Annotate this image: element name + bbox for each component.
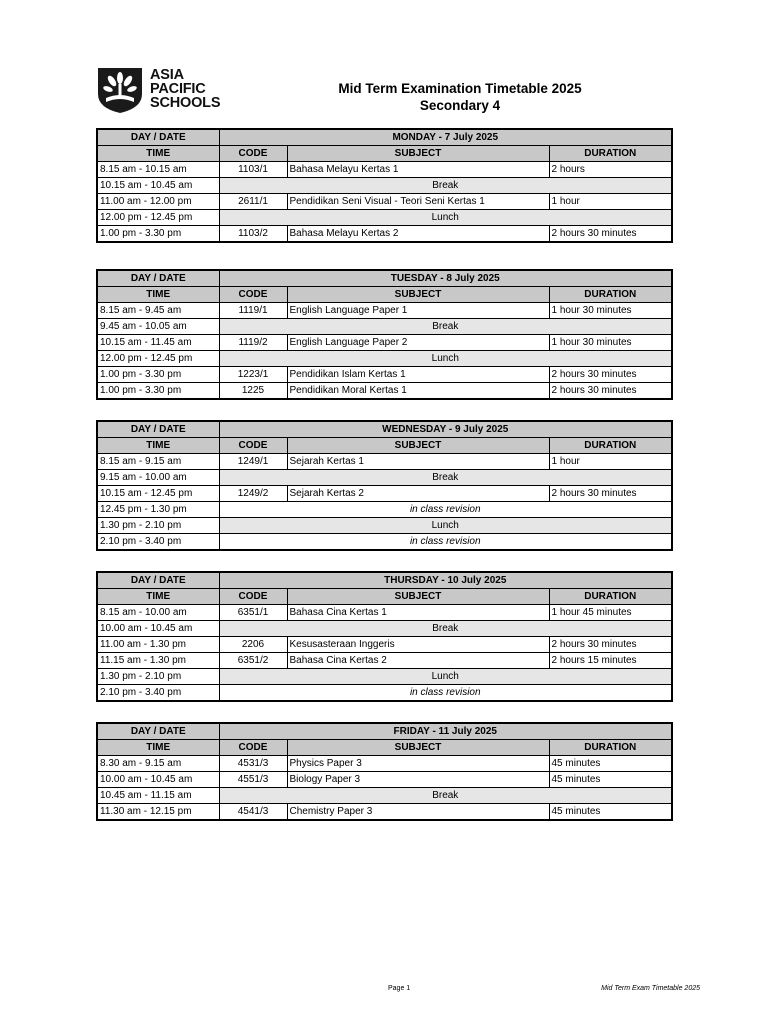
time-cell: 8.15 am - 9.45 am (97, 303, 219, 319)
subject-cell: Bahasa Cina Kertas 2 (287, 653, 549, 669)
time-cell: 1.30 pm - 2.10 pm (97, 518, 219, 534)
subject-cell: Sejarah Kertas 1 (287, 454, 549, 470)
subject-cell: Kesusasteraan Inggeris (287, 637, 549, 653)
code-cell: 1223/1 (219, 367, 287, 383)
shield-crest-icon (96, 64, 144, 114)
day-label: THURSDAY - 10 July 2025 (219, 572, 672, 589)
duration-cell: 1 hour (549, 194, 672, 210)
time-cell: 12.45 pm - 1.30 pm (97, 502, 219, 518)
logo-line: SCHOOLS (150, 95, 221, 111)
day-table (96, 128, 673, 243)
duration-header: DURATION (549, 438, 672, 454)
table-row (97, 194, 672, 210)
break-cell: Break (219, 470, 672, 486)
table-row (97, 653, 672, 669)
code-cell: 4541/3 (219, 804, 287, 821)
table-row (97, 319, 672, 335)
logo-line: ASIA (150, 67, 184, 83)
duration-header: DURATION (549, 146, 672, 162)
time-cell: 12.00 pm - 12.45 pm (97, 210, 219, 226)
table-row (97, 470, 672, 486)
code-cell: 1225 (219, 383, 287, 400)
day-date-header: DAY / DATE (97, 421, 219, 438)
code-cell: 6351/2 (219, 653, 287, 669)
table-row (97, 804, 672, 821)
table-row (97, 367, 672, 383)
time-header: TIME (97, 589, 219, 605)
table-row (97, 335, 672, 351)
time-cell: 10.15 am - 12.45 pm (97, 486, 219, 502)
table-row (97, 788, 672, 804)
subject-cell: Biology Paper 3 (287, 772, 549, 788)
page-number: Page 1 (388, 985, 411, 992)
day-table (96, 420, 673, 551)
day-header-row (97, 129, 672, 146)
column-header-row (97, 438, 672, 454)
duration-cell: 2 hours 30 minutes (549, 383, 672, 400)
subject-cell: Pendidikan Moral Kertas 1 (287, 383, 549, 400)
time-header: TIME (97, 146, 219, 162)
time-cell: 11.00 am - 1.30 pm (97, 637, 219, 653)
break-cell: Break (219, 178, 672, 194)
table-row (97, 454, 672, 470)
subject-cell: English Language Paper 2 (287, 335, 549, 351)
time-cell: 12.00 pm - 12.45 pm (97, 351, 219, 367)
column-header-row (97, 146, 672, 162)
day-table (96, 722, 673, 821)
time-header: TIME (97, 287, 219, 303)
table-row (97, 486, 672, 502)
code-cell: 1249/2 (219, 486, 287, 502)
day-label: FRIDAY - 11 July 2025 (219, 723, 672, 740)
day-header-row (97, 572, 672, 589)
table-row (97, 226, 672, 243)
duration-cell: 2 hours 30 minutes (549, 367, 672, 383)
day-date-header: DAY / DATE (97, 270, 219, 287)
table-row (97, 303, 672, 319)
day-table (96, 571, 673, 702)
break-cell: Break (219, 788, 672, 804)
subject-header: SUBJECT (287, 589, 549, 605)
footer-doc-title: Mid Term Exam Timetable 2025 (601, 985, 700, 992)
subject-cell: Physics Paper 3 (287, 756, 549, 772)
time-cell: 11.15 am - 1.30 pm (97, 653, 219, 669)
duration-cell: 1 hour 30 minutes (549, 335, 672, 351)
time-cell: 9.15 am - 10.00 am (97, 470, 219, 486)
column-header-row (97, 740, 672, 756)
time-cell: 2.10 pm - 3.40 pm (97, 534, 219, 551)
lunch-cell: Lunch (219, 351, 672, 367)
subject-header: SUBJECT (287, 287, 549, 303)
code-header: CODE (219, 740, 287, 756)
time-cell: 8.15 am - 10.00 am (97, 605, 219, 621)
break-cell: Break (219, 319, 672, 335)
table-row (97, 685, 672, 702)
time-cell: 1.30 pm - 2.10 pm (97, 669, 219, 685)
table-row (97, 669, 672, 685)
code-cell: 1119/2 (219, 335, 287, 351)
day-label: MONDAY - 7 July 2025 (219, 129, 672, 146)
title-sub: Secondary 4 (419, 98, 501, 113)
table-row (97, 502, 672, 518)
day-label: WEDNESDAY - 9 July 2025 (219, 421, 672, 438)
table-row (97, 178, 672, 194)
code-cell: 4551/3 (219, 772, 287, 788)
code-cell: 6351/1 (219, 605, 287, 621)
code-cell: 4531/3 (219, 756, 287, 772)
code-header: CODE (219, 438, 287, 454)
logo-wordmark (150, 68, 220, 110)
duration-cell: 1 hour 45 minutes (549, 605, 672, 621)
subject-header: SUBJECT (287, 438, 549, 454)
time-cell: 2.10 pm - 3.40 pm (97, 685, 219, 702)
code-cell: 2206 (219, 637, 287, 653)
time-header: TIME (97, 740, 219, 756)
code-cell: 2611/1 (219, 194, 287, 210)
day-date-header: DAY / DATE (97, 723, 219, 740)
code-cell: 1103/2 (219, 226, 287, 243)
table-row (97, 756, 672, 772)
time-cell: 8.15 am - 9.15 am (97, 454, 219, 470)
subject-cell: Bahasa Melayu Kertas 1 (287, 162, 549, 178)
subject-header: SUBJECT (287, 146, 549, 162)
subject-cell: Chemistry Paper 3 (287, 804, 549, 821)
day-date-header: DAY / DATE (97, 572, 219, 589)
duration-cell: 1 hour 30 minutes (549, 303, 672, 319)
revision-cell: in class revision (219, 534, 672, 551)
table-row (97, 383, 672, 400)
time-cell: 10.00 am - 10.45 am (97, 621, 219, 637)
code-cell: 1249/1 (219, 454, 287, 470)
time-cell: 10.00 am - 10.45 am (97, 772, 219, 788)
revision-cell: in class revision (219, 685, 672, 702)
time-cell: 10.45 am - 11.15 am (97, 788, 219, 804)
duration-cell: 1 hour (549, 454, 672, 470)
duration-cell: 45 minutes (549, 756, 672, 772)
subject-cell: Bahasa Cina Kertas 1 (287, 605, 549, 621)
time-cell: 8.30 am - 9.15 am (97, 756, 219, 772)
duration-cell: 2 hours 30 minutes (549, 486, 672, 502)
duration-cell: 2 hours 15 minutes (549, 653, 672, 669)
subject-cell: Pendidikan Seni Visual - Teori Seni Kertas 1 (287, 194, 549, 210)
time-cell: 10.15 am - 10.45 am (97, 178, 219, 194)
duration-cell: 2 hours 30 minutes (549, 226, 672, 243)
subject-cell: English Language Paper 1 (287, 303, 549, 319)
day-header-row (97, 421, 672, 438)
school-logo (96, 64, 220, 114)
duration-header: DURATION (549, 740, 672, 756)
subject-cell: Bahasa Melayu Kertas 2 (287, 226, 549, 243)
time-cell: 1.00 pm - 3.30 pm (97, 383, 219, 400)
time-cell: 11.00 am - 12.00 pm (97, 194, 219, 210)
lunch-cell: Lunch (219, 669, 672, 685)
table-row (97, 518, 672, 534)
code-header: CODE (219, 287, 287, 303)
break-cell: Break (219, 621, 672, 637)
day-table (96, 269, 673, 400)
subject-cell: Sejarah Kertas 2 (287, 486, 549, 502)
column-header-row (97, 589, 672, 605)
table-row (97, 351, 672, 367)
duration-cell: 45 minutes (549, 772, 672, 788)
title-main: Mid Term Examination Timetable 2025 (338, 81, 582, 96)
time-cell: 1.00 pm - 3.30 pm (97, 367, 219, 383)
table-row (97, 210, 672, 226)
column-header-row (97, 287, 672, 303)
subject-header: SUBJECT (287, 740, 549, 756)
time-cell: 1.00 pm - 3.30 pm (97, 226, 219, 243)
day-header-row (97, 723, 672, 740)
duration-header: DURATION (549, 589, 672, 605)
logo-line: PACIFIC (150, 81, 206, 97)
time-cell: 11.30 am - 12.15 pm (97, 804, 219, 821)
code-cell: 1119/1 (219, 303, 287, 319)
time-cell: 9.45 am - 10.05 am (97, 319, 219, 335)
duration-cell: 2 hours 30 minutes (549, 637, 672, 653)
time-cell: 10.15 am - 11.45 am (97, 335, 219, 351)
lunch-cell: Lunch (219, 210, 672, 226)
lunch-cell: Lunch (219, 518, 672, 534)
duration-header: DURATION (549, 287, 672, 303)
table-row (97, 605, 672, 621)
table-row (97, 534, 672, 551)
table-row (97, 637, 672, 653)
table-row (97, 162, 672, 178)
code-header: CODE (219, 146, 287, 162)
revision-cell: in class revision (219, 502, 672, 518)
time-cell: 8.15 am - 10.15 am (97, 162, 219, 178)
time-header: TIME (97, 438, 219, 454)
day-label: TUESDAY - 8 July 2025 (219, 270, 672, 287)
code-header: CODE (219, 589, 287, 605)
table-row (97, 772, 672, 788)
table-row (97, 621, 672, 637)
subject-cell: Pendidikan Islam Kertas 1 (287, 367, 549, 383)
day-header-row (97, 270, 672, 287)
document-title (300, 80, 620, 114)
duration-cell: 45 minutes (549, 804, 672, 821)
code-cell: 1103/1 (219, 162, 287, 178)
day-date-header: DAY / DATE (97, 129, 219, 146)
duration-cell: 2 hours (549, 162, 672, 178)
